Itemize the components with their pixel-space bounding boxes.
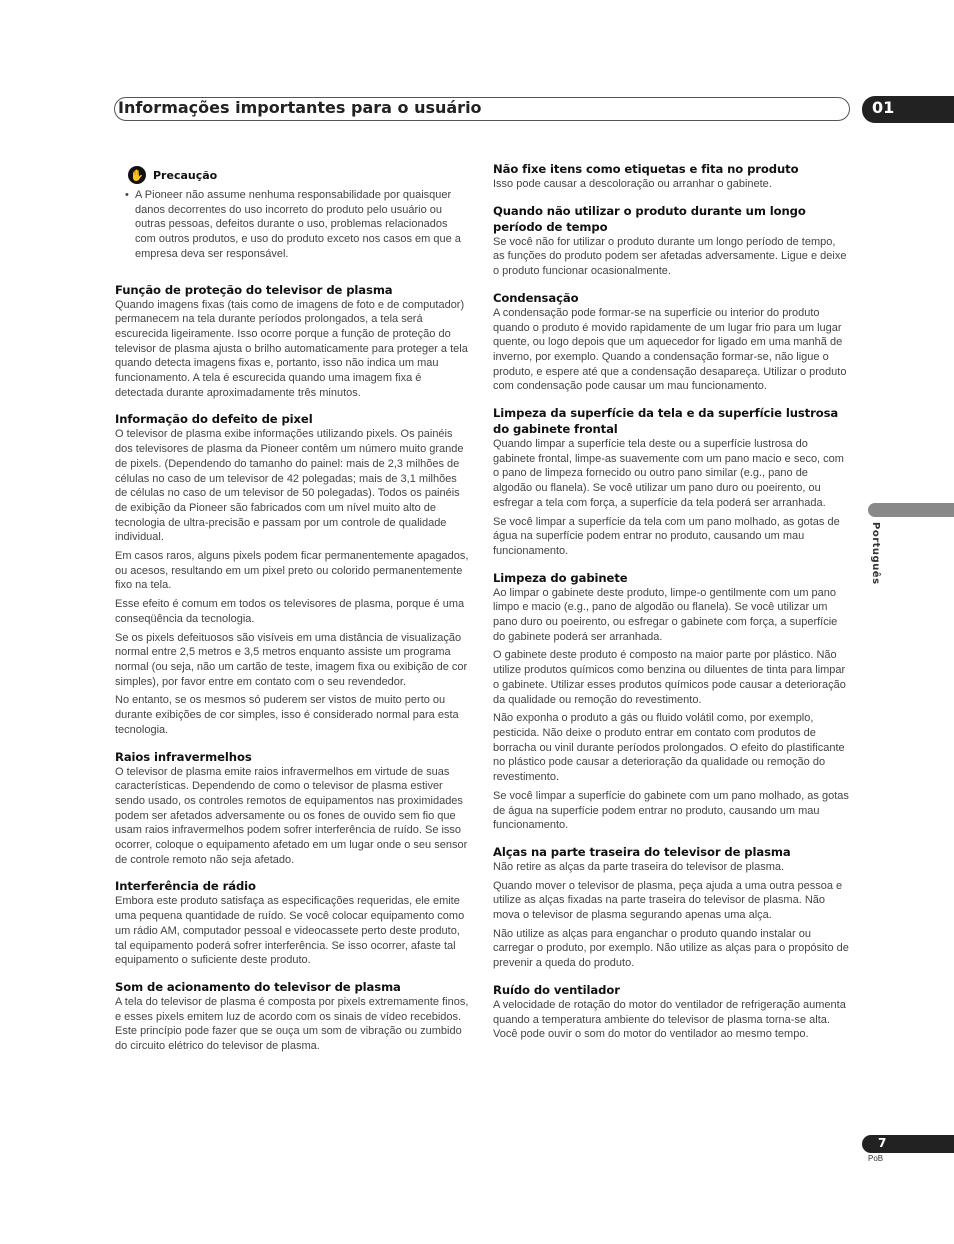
section-heading: Quando não utilizar o produto durante um longo período de tempo <box>493 203 806 234</box>
section-heading: Ruído do ventilador <box>493 982 620 997</box>
section-paragraph: Se os pixels defeituosos são visíveis em uma distância de visualização normal entre 2,5 metros e 3,5 metros enquanto assiste um programa normal (ou seja, não um cartão de teste, imagem fixa ou exibição de cor simples), por favor entre em contato com o seu revendedor. <box>115 631 468 688</box>
section <box>493 570 849 833</box>
section-heading: Limpeza da superfície da tela e da superfície lustrosa do gabinete frontal <box>493 406 839 437</box>
caution-hand-icon: ✋ <box>128 166 146 184</box>
section-paragraph: O televisor de plasma exibe informações utilizando pixels. Os painéis dos televisores de plasma da Pioneer contêm um número muito grande de pixels. (Dependendo do tamanho do painel: mais de 2,3 milhões de células no caso de um televisor de 42 polegadas; mais de 3,1 milhões de células no caso de um televisor de 50 polegadas). Todos os painéis de exibição da Pioneer são fabricados com um nível muito alto de tecnologia de ultra-precisão e passam por um controle de qualidade individual. <box>115 428 464 544</box>
section-heading: Alças na parte traseira do televisor de plasma <box>493 844 791 859</box>
page-number: 7 <box>878 1136 887 1150</box>
section-heading: Não fixe itens como etiquetas e fita no produto <box>493 162 799 176</box>
section-heading: Informação do defeito de pixel <box>115 412 313 427</box>
section-paragraph: Se você limpar a superfície da tela com um pano molhado, as gotas de água na superfície podem entrar no produto, causando um mau funcionamento. <box>493 515 840 557</box>
left-column <box>115 166 471 1065</box>
section <box>115 282 471 401</box>
section-paragraph: Esse efeito é comum em todos os televisores de plasma, porque é uma conseqüência da tecnologia. <box>115 598 465 625</box>
section-paragraph: Não retire as alças da parte traseira do televisor de plasma. <box>493 860 785 873</box>
section-paragraph: Embora este produto satisfaça as especificações requeridas, ele emite uma pequena quantidade de ruído. Se você colocar equipamento como um rádio AM, computador pessoal e videocassete perto deste produto, tal equipamento poderá sofrer interferência. Se isso ocorrer, afaste tal equipamento o suficiente deste produto. <box>115 895 465 967</box>
caution-heading <box>128 166 471 184</box>
section-paragraph: Se você limpar a superfície do gabinete com um pano molhado, as gotas de água na superfície podem entrar no produto, causando um mau funcionamento. <box>493 789 849 832</box>
section-paragraph: Em casos raros, alguns pixels podem ficar permanentemente apagados, ou acesos, resultando em um pixel preto ou colorido permanentemente fixo na tela. <box>115 550 469 592</box>
right-column <box>493 161 849 1053</box>
caution-text: A Pioneer não assume nenhuma responsabilidade por quaisquer danos decorrentes do uso incorreto do produto pelo usuário ou outras pessoas, defeitos durante o uso, problemas relacionados com outros produtos, e uso do produto exceto nos casos em que a empresa deva ser responsável. <box>135 189 461 260</box>
section-paragraph: A tela do televisor de plasma é composta por pixels extremamente finos, e esses pixels emitem luz de acordo com os sinais de vídeo recebidos. Este princípio pode fazer que se ouça um som de vibração ou zumbido do circuito elétrico do televisor de plasma. <box>115 995 469 1053</box>
section-paragraph: Ao limpar o gabinete deste produto, limpe-o gentilmente com um pano limpo e macio (e.g., pano de algodão ou flanela). Se você utilizar um pano duro ou poeirento, ou esfregar o gabinete com força, a superfície do gabinete poderá ser arranhada. <box>493 586 838 643</box>
caution-title: Precaução <box>153 168 218 182</box>
section <box>115 411 471 737</box>
page-number-tab <box>862 1135 954 1153</box>
language-tab <box>868 503 954 517</box>
section-paragraph: No entanto, se os mesmos só puderem ser vistos de muito perto ou durante exibições de cor simples, isso é considerado normal para esta tecnologia. <box>115 694 459 736</box>
section-paragraph: O gabinete deste produto é composto na maior parte por plástico. Não utilize produtos químicos como benzina ou diluentes de tinta para limpar o gabinete. Utilizar esses produtos químicos pode causar a deterioração da qualidade ou remoção do revestimento. <box>493 649 846 706</box>
section <box>493 844 849 971</box>
section-heading: Som de acionamento do televisor de plasma <box>115 979 401 994</box>
section-paragraph: A velocidade de rotação do motor do ventilador de refrigeração aumenta quando a temperatura ambiente do televisor de plasma torna-se alta. Você pode ouvir o som do motor do ventilador ao mesmo tempo. <box>493 998 846 1041</box>
section <box>493 405 849 559</box>
section-paragraph: Não exponha o produto a gás ou fluido volátil como, por exemplo, pesticida. Não deixe o produto entrar em contato com produtos de borracha ou vinil durante períodos prolongados. O efeito do plastificante no plástico pode causar a deterioração da qualidade ou remoção do revestimento. <box>493 712 845 784</box>
section-paragraph: A condensação pode formar-se na superfície ou interior do produto quando o produto é movido rapidamente de um lugar frio para um lugar quente, ou logo depois que um aquecedor for ligado em uma manhã de inverno, por exemplo. Quando a condensação formar-se, não ligue o produto, e espere até que a condensação desapareça. Utilizar o produto com condensação pode causar um mau funcionamento. <box>493 306 847 393</box>
section-paragraph: Isso pode causar a descoloração ou arranhar o gabinete. <box>493 178 772 190</box>
section-paragraph: Se você não for utilizar o produto durante um longo período de tempo, as funções do produto podem ser afetadas adversamente. Ligue e deixe o produto funcionar ocasionalmente. <box>493 235 847 278</box>
section-paragraph: O televisor de plasma emite raios infravermelhos em virtude de suas características. Dependendo de como o televisor de plasma estiver sendo usado, os controles remotos de equipamentos nas proximidades podem ser afetados adversamente ou os fones de ouvido sem fio que usam raios infravermelhos podem sofrer interferência de ruído. Se isso ocorrer, coloque o equipamento afetado em um lugar onde o seu sensor de controle remoto não seja afetado. <box>115 765 468 866</box>
chapter-number: 01 <box>872 98 895 117</box>
section-paragraph: Quando imagens fixas (tais como de imagens de foto e de computador) permanecem na tela durante períodos prolongados, a tela será escurecida ligeiramente. Isso ocorre porque a função de proteção do televisor de plasma ajusta o brilho automaticamente para proteger a tela quando detecta imagens fixas e, portanto, isso não indica um mau funcionamento. A tela é escurecida quando uma imagem fixa é detectada durante aproximadamente três minutos. <box>115 298 468 399</box>
section <box>115 878 471 968</box>
section-paragraph: Quando limpar a superfície tela deste ou a superfície lustrosa do gabinete frontal, limpe-as suavemente com um pano macio e seco, com o pano de limpeza fornecido ou outro pano similar (e.g., pano de algodão ou flanela). Se você utilizar um pano duro ou poeirento, ou esfregar a tela com força, a superfície da tela poderá ser arranhada. <box>493 438 844 509</box>
section-heading: Limpeza do gabinete <box>493 570 628 585</box>
section-heading: Raios infravermelhos <box>115 749 252 764</box>
section-heading: Função de proteção do televisor de plasma <box>115 282 393 297</box>
language-code: PoB <box>868 1154 884 1163</box>
section <box>493 982 849 1042</box>
section <box>493 290 849 394</box>
section <box>493 161 849 192</box>
section <box>115 749 471 868</box>
language-label: Português <box>870 522 881 585</box>
section-paragraph: Não utilize as alças para enganchar o produto quando instalar ou carregar o produto, por exemplo. Não utilize as alças para o propósito de prevenir a queda do produto. <box>493 927 849 970</box>
section-heading: Interferência de rádio <box>115 879 256 894</box>
caution-bullet <box>115 188 471 262</box>
section <box>115 979 471 1054</box>
section-heading: Condensação <box>493 290 579 305</box>
section <box>493 203 849 279</box>
bullet-icon: • <box>125 189 129 201</box>
section-paragraph: Quando mover o televisor de plasma, peça ajuda a uma outra pessoa e utilize as alças fixadas na parte traseira do televisor de plasma. Não mova o televisor de plasma segurando apenas uma alça. <box>493 879 843 922</box>
page-title: Informações importantes para o usuário <box>118 98 482 117</box>
